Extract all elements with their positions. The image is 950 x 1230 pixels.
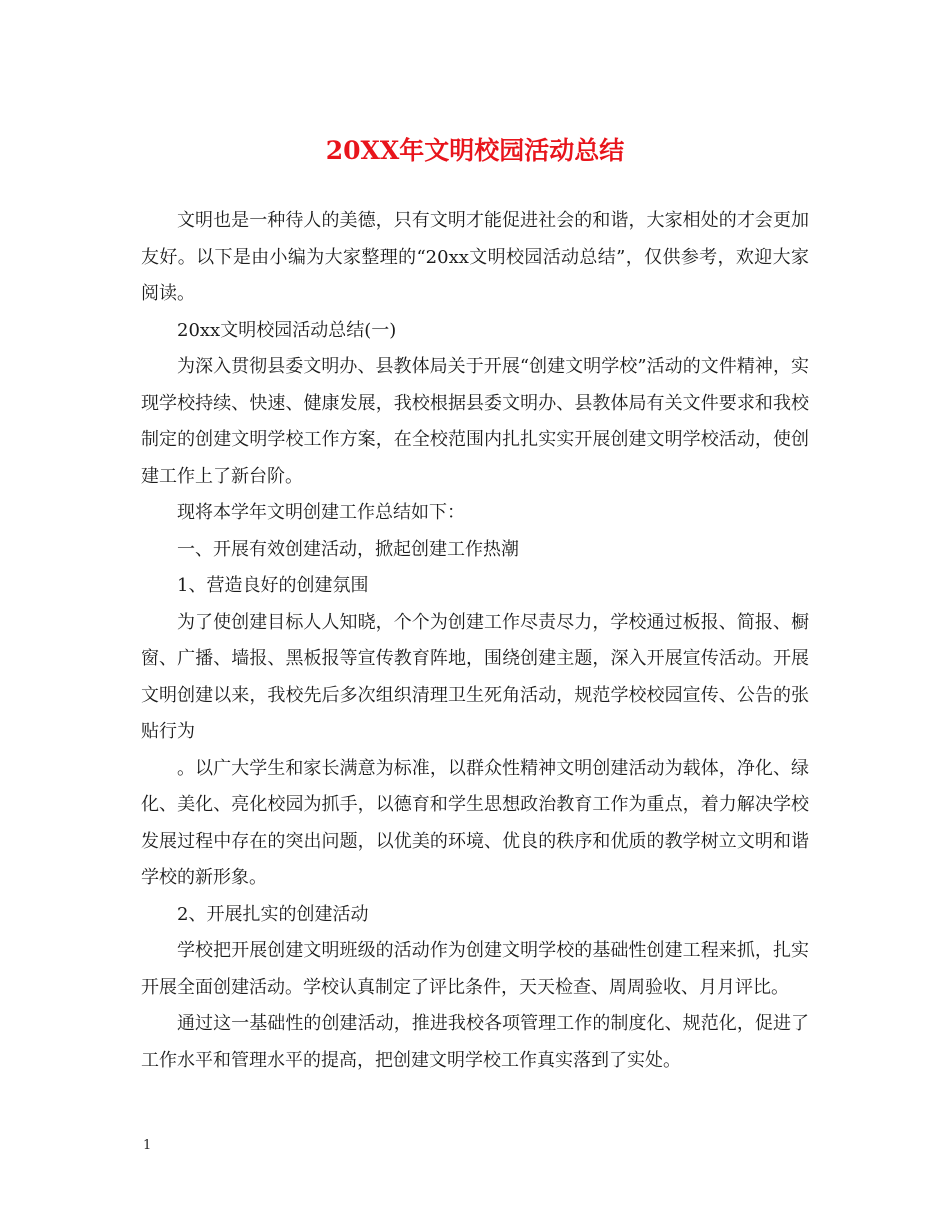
paragraph: 。以广大学生和家长满意为标准，以群众性精神文明创建活动为载体，净化、绿化、美化、亮化校园为抓手，以德育和学生思想政治教育工作为重点，着力解决学校发展过程中存在的突出问题，以优美的环境、优良的秩序和优质的教学树立文明和谐学校的新形象。 (141, 757, 809, 888)
paragraph-subheading: 1、营造良好的创建氛围 (177, 575, 369, 596)
paragraph-subheading: 2、开展扎实的创建活动 (177, 903, 369, 925)
paragraph-intro: 文明也是一种待人的美德，只有文明才能促进社会的和谐，大家相处的才会更加友好。以下是由小编为大家整理的“20xx文明校园活动总结”，仅供参考，欢迎大家阅读。 (141, 210, 809, 304)
paragraph: 现将本学年文明创建工作总结如下： (177, 502, 465, 523)
page-number: 1 (143, 1138, 152, 1153)
paragraph: 学校把开展创建文明班级的活动作为创建文明学校的基础性创建工程来抓，扎实开展全面创建活动。学校认真制定了评比条件，天天检查、周周验收、月月评比。 (141, 940, 809, 998)
document-body (141, 203, 809, 1079)
paragraph: 为深入贯彻县委文明办、县教体局关于开展“创建文明学校”活动的文件精神，实现学校持续、快速、健康发展，我校根据县委文明办、县教体局有关文件要求和我校制定的创建文明学校工作方案，在全校范围内扎扎实实开展创建文明学校活动，使创建工作上了新台阶。 (141, 356, 809, 487)
paragraph: 为了使创建目标人人知晓，个个为创建工作尽责尽力，学校通过板报、简报、橱窗、广播、墙报、黑板报等宣传教育阵地，围绕创建主题，深入开展宣传活动。开展文明创建以来，我校先后多次组织清理卫生死角活动，规范学校校园宣传、公告的张贴行为 (141, 611, 809, 742)
paragraph: 通过这一基础性的创建活动，推进我校各项管理工作的制度化、规范化，促进了工作水平和管理水平的提高，把创建文明学校工作真实落到了实处。 (141, 1013, 809, 1071)
paragraph-heading: 一、开展有效创建活动，掀起创建工作热潮 (177, 538, 519, 560)
paragraph-section-heading: 20xx文明校园活动总结(一) (177, 319, 397, 341)
document-title: 20XX年文明校园活动总结 (325, 136, 625, 165)
